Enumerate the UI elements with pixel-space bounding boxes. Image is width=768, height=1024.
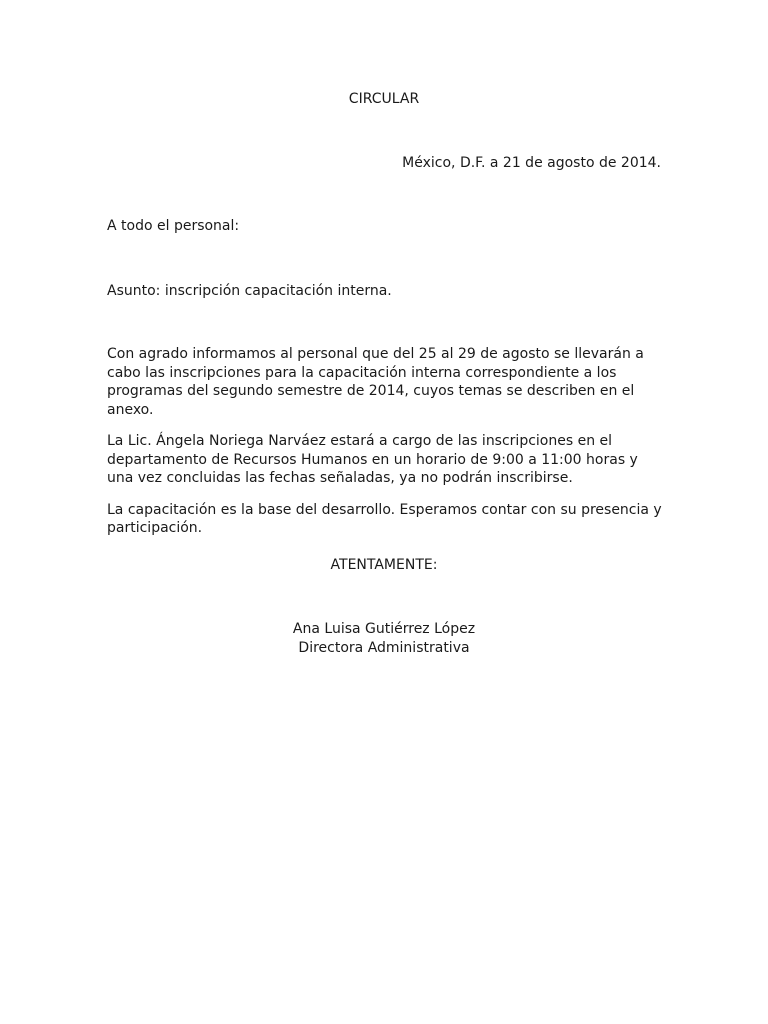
paragraph-2: La Lic. Ángela Noriega Narváez estará a cargo de las inscripciones en el departamento de Recursos Humanos en un horario de 9:00 a 11:00 horas y una vez concluidas las fechas señaladas, ya no podrán inscribirse. — [107, 433, 638, 486]
signature-block — [0, 620, 768, 657]
closing: ATENTAMENTE: — [330, 557, 438, 573]
signer-name: Ana Luisa Gutiérrez López — [292, 621, 476, 637]
paragraph-3: La capacitación es la base del desarrollo. Esperamos contar con su presencia y participación. — [107, 501, 662, 536]
greeting: A todo el personal: — [107, 218, 240, 234]
date-line: México, D.F. a 21 de agosto de 2014. — [402, 155, 661, 171]
document-title: CIRCULAR — [348, 91, 420, 107]
subject-line: Asunto: inscripción capacitación interna. — [107, 283, 392, 299]
letter-body — [107, 345, 667, 551]
paragraph-1: Con agrado informamos al personal que del 25 al 29 de agosto se llevarán a cabo las inscripciones para la capacitación interna correspondiente a los programas del segundo semestre de 2014, cuyos temas se describen en el anexo. — [107, 346, 644, 418]
signer-title: Directora Administrativa — [298, 639, 470, 656]
